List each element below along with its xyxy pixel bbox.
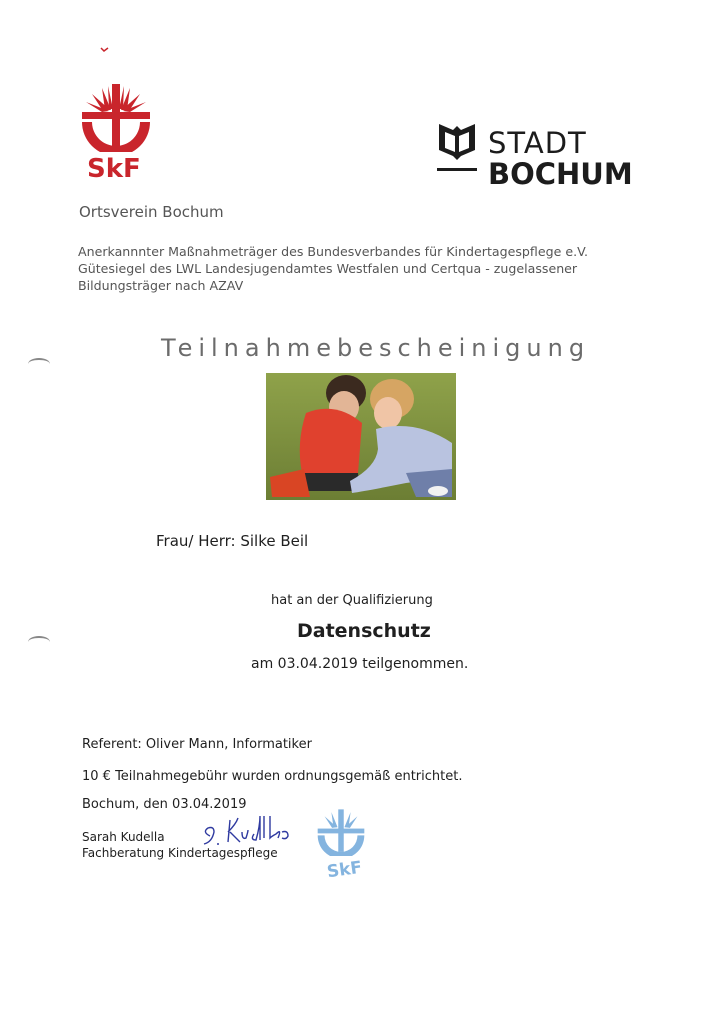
punch-hole-mark xyxy=(28,358,50,370)
completion-date-line: am 03.04.2019 teilgenommen. xyxy=(251,656,469,672)
referent-line: Referent: Oliver Mann, Informatiker xyxy=(82,737,312,752)
punch-hole-mark xyxy=(28,636,50,648)
accreditation-line: Bildungsträger nach AZAV xyxy=(78,278,244,293)
skf-emblem-icon xyxy=(313,808,369,856)
accreditation-block xyxy=(78,243,588,294)
book-icon xyxy=(437,122,477,174)
fee-line: 10 € Teilnahmegebühr wurden ordnungsgemäß entrichtet. xyxy=(82,769,463,784)
signer-role: Fachberatung Kindertagespflege xyxy=(82,846,278,860)
signer-name: Sarah Kudella xyxy=(82,830,165,844)
participant-line: Frau/ Herr: Silke Beil xyxy=(156,532,309,550)
stamp-text: SkF xyxy=(325,857,364,883)
qualification-intro: hat an der Qualifizierung xyxy=(271,593,433,608)
children-photo xyxy=(266,373,456,500)
scan-mark xyxy=(100,38,108,42)
accreditation-line: Gütesiegel des LWL Landesjugendamtes Westfalen und Certqua - zugelassener xyxy=(78,261,578,276)
skf-stamp xyxy=(313,808,369,886)
skf-logo-text: SkF xyxy=(87,154,141,184)
city-name: BOCHUM xyxy=(488,157,633,191)
org-name: Ortsverein Bochum xyxy=(79,203,224,221)
stadt-bochum-logo xyxy=(437,120,647,192)
place-date-line: Bochum, den 03.04.2019 xyxy=(82,797,247,812)
skf-logo xyxy=(78,82,154,188)
course-name: Datenschutz xyxy=(297,620,431,642)
document-title: Teilnahmebescheinigung xyxy=(161,334,591,362)
skf-emblem-icon xyxy=(78,82,154,152)
city-label: STADT xyxy=(488,126,587,160)
handwritten-signature xyxy=(200,812,295,852)
accreditation-line: Anerkannnter Maßnahmeträger des Bundesverbandes für Kindertagespflege e.V. xyxy=(78,244,589,259)
